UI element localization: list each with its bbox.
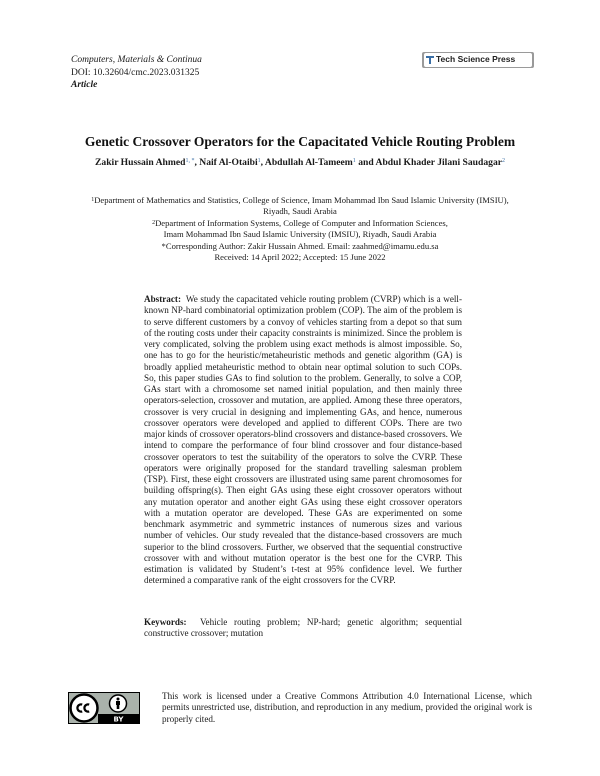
author-separator: , xyxy=(260,157,265,168)
author-list xyxy=(0,157,600,168)
author-name[interactable]: Abdullah Al-Tameem xyxy=(264,157,353,168)
paper-title: Genetic Crossover Operators for the Capacitated Vehicle Routing Problem xyxy=(84,134,516,149)
affiliation-1 xyxy=(0,195,600,206)
author-separator: , xyxy=(194,157,200,168)
received-accepted-dates: Received: 14 April 2022; Accepted: 15 June 2022 xyxy=(214,252,386,263)
affiliation-1-location: Riyadh, Saudi Arabia xyxy=(263,206,337,217)
author-affiliation-mark[interactable]: 2 xyxy=(502,158,505,164)
affiliation-number: 1 xyxy=(91,197,95,203)
author-name[interactable]: Zakir Hussain Ahmed xyxy=(95,157,186,168)
author-affiliation-mark[interactable]: 1 xyxy=(352,158,356,164)
doi[interactable]: DOI: 10.32604/cmc.2023.031325 xyxy=(71,67,200,78)
keywords-text: Vehicle routing problem; NP-hard; genetic algorithm; sequential constructive crossover; mutation xyxy=(144,617,462,639)
affiliation-text: Department of Information Systems, College of Computer and Information Sciences, xyxy=(155,217,448,228)
cc-by-license-icon[interactable] xyxy=(68,692,140,724)
cc-badge-text: BY xyxy=(113,715,124,724)
affiliation-number: 2 xyxy=(152,219,156,226)
author-name[interactable]: Naif Al-Otaibi xyxy=(199,157,258,168)
affiliation-text: Department of Mathematics and Statistics, College of Science, Imam Mohammad Ibn Saud Islamic University (IMSIU), xyxy=(94,195,509,205)
affiliation-2 xyxy=(0,218,600,229)
affiliations xyxy=(0,195,600,263)
journal-header xyxy=(71,54,202,92)
keywords-label: Keywords: xyxy=(144,617,187,627)
journal-name: Computers, Materials & Continua xyxy=(71,55,202,65)
corresponding-author: *Corresponding Author: Zakir Hussain Ahmed. Email: zaahmed@imamu.edu.sa xyxy=(161,240,439,251)
affiliation-2-location: Imam Mohammad Ibn Saud Islamic University (IMSIU), Riyadh, Saudi Arabia xyxy=(163,229,437,240)
author-separator: and xyxy=(355,157,376,168)
author-affiliation-mark[interactable]: 1 xyxy=(257,158,261,164)
abstract-label: Abstract: xyxy=(144,294,181,304)
abstract-text: We study the capacitated vehicle routing problem (CVRP) which is a well-known NP-hard combinatorial optimization problem (COP). The aim of the problem is to serve different customers by a convoy of vehicles starting from a depot so that sum of the routing costs under their capacity constraints is minimized. Since the problem is very complicated, solving the problem using exact methods is almost impossible. So, one has to go for the heuristic/metaheuristic methods and genetic algorithm (GA) is broadly applied metaheuristic method to obtain near optimal solution to such COPs. So, this paper studies GAs to find solution to the problem. Generally, to solve a COP, GAs start with a chromosome set named initial population, and then mainly three operators-selection, crossover and mutation, are applied. Among these three operators, crossover is very crucial in designing and implementing GAs, and hence, numerous crossover operators were developed and applied to different COPs. There are two major kinds of crossover operators-blind crossovers and distance-based crossovers. We intend to compare the performance of four blind crossover and four distance-based crossover operators to test the suitability of the operators to solve the CVRP. These operators were originally proposed for the standard travelling salesman problem (TSP). First, these eight crossovers are illustrated using same parent chromosomes for building offspring(s). Then eight GAs using these eight crossover operators without any mutation operator and another eight GAs using these eight crossover operators with a mutation operator are developed. These GAs are experimented on some benchmark asymmetric and symmetric instances of numerous sizes and various number of vehicles. Our study revealed that the distance-based crossovers are much superior to the blind crossovers. Further, we observed that the sequential constructive crossover with and without mutation operator is the best one for the CVRP. This estimation is validated by Student’s t-test at 95% confidence level. We further determined a comparative rank of the eight crossovers for the CVRP. xyxy=(144,294,462,586)
article-type: Article xyxy=(71,80,98,90)
keywords xyxy=(144,617,462,640)
license-statement: This work is licensed under a Creative Commons Attribution 4.0 International License, which permits unrestricted use, distribution, and reproduction in any medium, provided the original work is properly cited. xyxy=(162,691,532,724)
publisher-name: Tech Science Press xyxy=(436,54,516,64)
publisher-logo[interactable] xyxy=(422,52,534,68)
author-affiliation-mark[interactable]: 1, * xyxy=(185,158,195,164)
abstract xyxy=(144,294,462,587)
publisher-mark-icon xyxy=(425,55,435,65)
author-name[interactable]: Abdul Khader Jilani Saudagar xyxy=(375,157,502,168)
